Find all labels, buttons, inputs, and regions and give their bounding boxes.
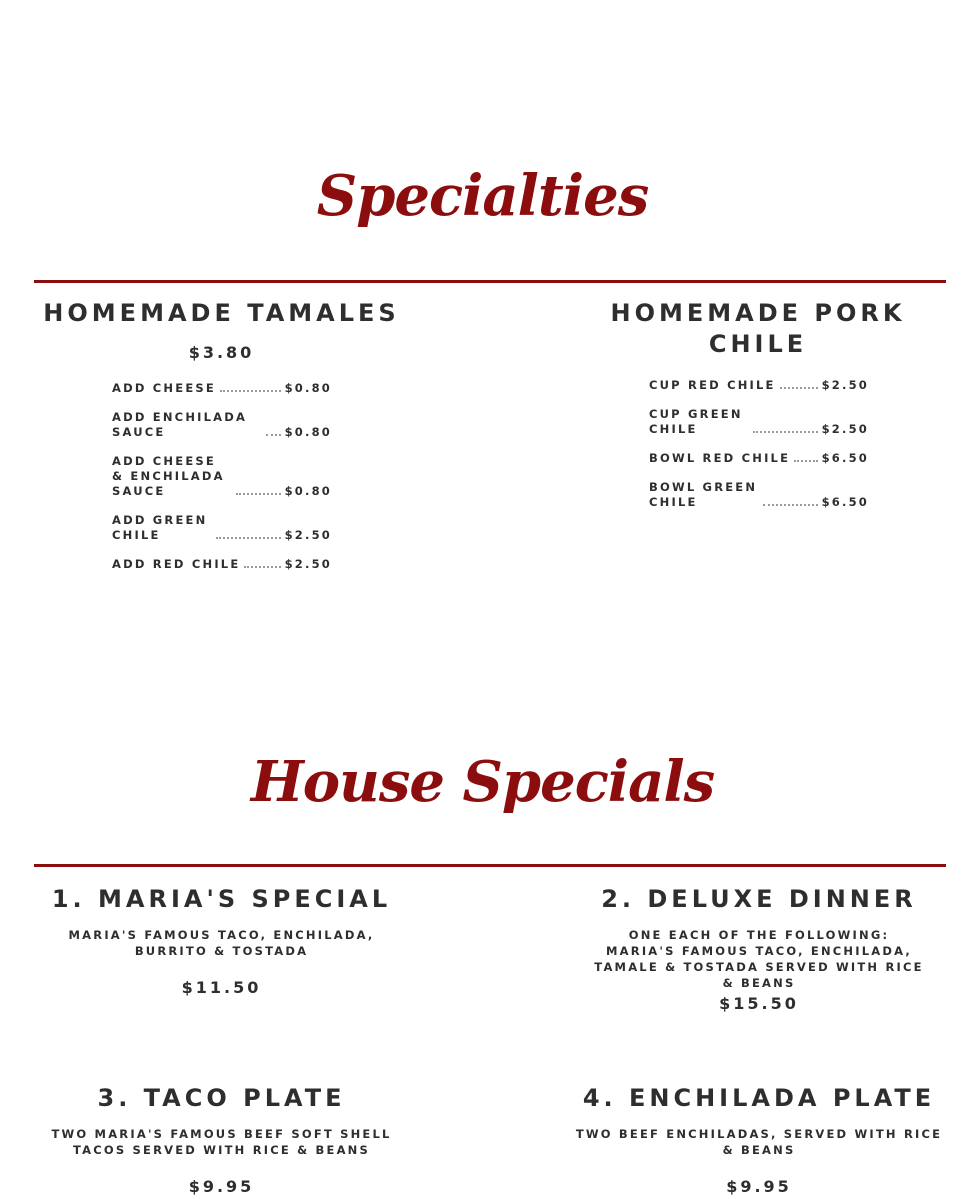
addon-price: $0.80: [284, 484, 332, 498]
specialties-title: Specialties: [316, 163, 649, 229]
leader-dots: [266, 434, 281, 436]
addon-name: ADD RED CHILE: [112, 557, 241, 571]
item-bowl-red-chile: [649, 451, 869, 466]
addon-name: ADD CHEESE: [112, 381, 216, 395]
item-price: $2.50: [821, 378, 869, 392]
item-name: BOWL RED CHILE: [649, 451, 791, 465]
addon-cheese-enchilada-sauce: [112, 454, 332, 499]
item-bowl-green-chile: [649, 480, 869, 510]
special-2-description: ONE EACH OF THE FOLLOWING: MARIA'S FAMOUS TACO, ENCHILADA, TAMALE & TOSTADA SERVED WITH RICE & BEANS: [594, 928, 924, 990]
special-2-price: $15.50: [719, 994, 799, 1013]
item-name: BOWL GREEN CHILE: [649, 480, 758, 509]
item-name: CUP GREEN CHILE: [649, 407, 743, 436]
special-4-description: TWO BEEF ENCHILADAS, SERVED WITH RICE & BEANS: [575, 1127, 943, 1157]
special-3-description: TWO MARIA'S FAMOUS BEEF SOFT SHELL TACOS SERVED WITH RICE & BEANS: [51, 1127, 392, 1157]
special-2-heading: 2. DELUXE DINNER: [601, 885, 917, 913]
item-price: $6.50: [821, 451, 869, 465]
specialties-divider: [34, 280, 946, 283]
leader-dots: [794, 460, 817, 462]
tamales-price: $3.80: [188, 343, 255, 362]
special-1-price: $11.50: [181, 978, 262, 997]
special-4-price: $9.95: [726, 1177, 792, 1196]
leader-dots: [216, 537, 281, 539]
tamales-heading: HOMEMADE TAMALES: [43, 299, 400, 327]
special-1-heading: 1. MARIA'S SPECIAL: [51, 885, 392, 913]
addon-price: $0.80: [284, 381, 332, 395]
addon-name: ADD GREEN CHILE: [112, 513, 208, 542]
house-specials-divider: [34, 864, 946, 867]
house-specials-title: House Specials: [250, 749, 715, 815]
item-cup-green-chile: [649, 407, 869, 437]
addon-green-chile: [112, 513, 332, 543]
addon-price: $0.80: [284, 425, 332, 439]
addon-name: ADD CHEESE & ENCHILADA SAUCE: [112, 454, 225, 498]
item-name: CUP RED CHILE: [649, 378, 776, 392]
tamales-addon-list: [112, 381, 332, 586]
leader-dots: [244, 566, 280, 568]
addon-name: ADD ENCHILADA SAUCE: [112, 410, 248, 439]
special-3-heading: 3. TACO PLATE: [97, 1084, 346, 1112]
leader-dots: [753, 431, 818, 433]
leader-dots: [763, 504, 818, 506]
addon-red-chile: [112, 557, 332, 572]
addon-enchilada-sauce: [112, 410, 332, 440]
pork-chile-list: [649, 378, 869, 524]
item-price: $2.50: [821, 422, 869, 436]
leader-dots: [220, 390, 281, 392]
addon-cheese: [112, 381, 332, 396]
item-cup-red-chile: [649, 378, 869, 393]
addon-price: $2.50: [284, 528, 332, 542]
leader-dots: [780, 387, 818, 389]
pork-chile-heading: HOMEMADE PORK CHILE: [610, 299, 906, 358]
special-1-description: MARIA'S FAMOUS TACO, ENCHILADA, BURRITO & TOSTADA: [68, 928, 375, 958]
leader-dots: [236, 493, 281, 495]
special-3-price: $9.95: [188, 1177, 255, 1196]
item-price: $6.50: [821, 495, 869, 509]
addon-price: $2.50: [284, 557, 332, 571]
special-4-heading: 4. ENCHILADA PLATE: [582, 1084, 936, 1112]
